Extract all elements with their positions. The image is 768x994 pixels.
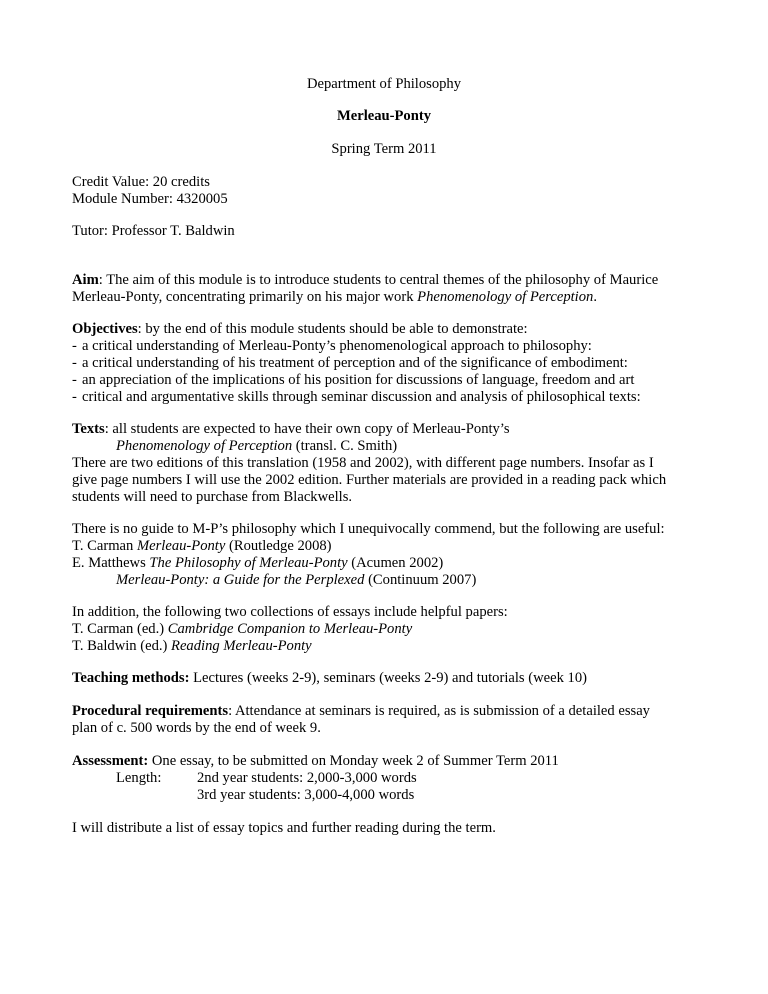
texts-required-book: Phenomenology of Perception (transl. C. Smith) <box>116 438 398 454</box>
teaching-methods: Teaching methods: Lectures (weeks 2-9), seminars (weeks 2-9) and tutorials (week 10) <box>72 670 587 686</box>
aim-paragraph-line-2: Merleau-Ponty, concentrating primarily on his major work Phenomenology of Perception. <box>72 289 597 305</box>
aim-label: Aim <box>72 272 99 288</box>
objectives-label: Objectives <box>72 321 138 337</box>
collection-entry: T. Carman (ed.) Cambridge Companion to Merleau-Ponty <box>72 621 413 637</box>
length-2nd-year: 2nd year students: 2,000-3,000 words <box>197 770 417 786</box>
collection-entry: T. Baldwin (ed.) Reading Merleau-Ponty <box>72 638 312 654</box>
texts-paragraph-line-2: give page numbers I will use the 2002 edition. Further materials are provided in a reading pack which <box>72 472 667 488</box>
procedural-label: Procedural requirements <box>72 703 229 719</box>
texts-paragraph-line-1: There are two editions of this translation (1958 and 2002), with different page numbers. Insofar as I <box>72 455 654 471</box>
procedural-line-1: Procedural requirements: Attendance at seminars is required, as is submission of a detailed essay <box>72 703 650 719</box>
texts-paragraph-line-3: students will need to purchase from Blackwells. <box>72 489 353 505</box>
texts-intro: Texts: all students are expected to have their own copy of Merleau-Ponty’s <box>72 421 510 437</box>
reading-entry: E. Matthews The Philosophy of Merleau-Ponty (Acumen 2002) <box>72 555 444 571</box>
procedural-line-2: plan of c. 500 words by the end of week 9. <box>72 720 321 736</box>
reading-entry: Merleau-Ponty: a Guide for the Perplexed (Continuum 2007) <box>116 572 477 588</box>
module-number: Module Number: 4320005 <box>72 191 228 207</box>
document-page: Department of Philosophy Merleau-Ponty Spring Term 2011 Credit Value: 20 credits Module Number: 4320005 Tutor: Professor T. Baldwin Aim: The aim of this module is to introduce students to central themes of the philosophy of Maurice Merleau-Ponty, concentrating primarily on his major work Phenomenology of Perception. Objectives: by the end of this module students should be able to demonstrate: - a critical understanding of Merleau-Ponty’s phenomenological approach to philosophy: - a critical understanding of his treatment of perception and of the significance of embodiment: - an appreciation of the implications of his position for discussions of language, freedom and art - critical and argumentative skills through seminar discussion and analysis of philosophical texts: Texts: all students are expected to have their own copy of Merleau-Ponty’s Phenomenology of Perception (transl. C. Smith) There are two editions of this translation (1958 and 2002), with different page numbers. Insofar as I give page numbers I will use the 2002 edition. Further materials are provided in a reading pack which students will need to purchase from Blackwells. There is no guide to M-P’s philosophy which I unequivocally commend, but the following are useful: T. Carman Merleau-Ponty (Routledge 2008) E. Matthews The Philosophy of Merleau-Ponty (Acumen 2002) Merleau-Ponty: a Guide for the Perplexed (Continuum 2007) In addition, the following two collections of essays include helpful papers: T. Carman (ed.) Cambridge Companion to Merleau-Ponty T. Baldwin (ed.) Reading Merleau-Ponty Teaching methods: Lectures (weeks 2-9), seminars (weeks 2-9) and tutorials (week 10) Procedural requirements: Attendance at seminars is required, as is submission of a detailed essay plan of c. 500 words by the end of week 9. Assessment: One essay, to be submitted on Monday week 2 of Summer Term 2011 Length: 2nd year students: 2,000-3,000 words 3rd year students: 3,000-4,000 words I will distribute a list of essay topics and further reading during the term. <box>0 0 768 994</box>
assessment-label: Assessment: <box>72 753 149 769</box>
texts-label: Texts <box>72 421 105 437</box>
course-title: Merleau-Ponty <box>336 108 432 124</box>
guides-intro: There is no guide to M-P’s philosophy which I unequivocally commend, but the following are useful: <box>72 521 665 537</box>
teaching-label: Teaching methods: <box>72 670 190 686</box>
reading-entry: T. Carman Merleau-Ponty (Routledge 2008) <box>72 538 332 554</box>
department-heading: Department of Philosophy <box>306 76 462 92</box>
assessment-line: Assessment: One essay, to be submitted on Monday week 2 of Summer Term 2011 <box>72 753 559 769</box>
length-3rd-year: 3rd year students: 3,000-4,000 words <box>197 787 415 803</box>
aim-book-title: Phenomenology of Perception <box>417 289 594 305</box>
closing-note: I will distribute a list of essay topics and further reading during the term. <box>72 820 496 836</box>
length-label: Length: <box>116 770 162 786</box>
tutor-line: Tutor: Professor T. Baldwin <box>72 223 235 239</box>
objectives-intro: Objectives: by the end of this module students should be able to demonstrate: <box>72 321 528 337</box>
credit-value: Credit Value: 20 credits <box>72 174 210 190</box>
collections-intro: In addition, the following two collections of essays include helpful papers: <box>72 604 508 620</box>
term-heading: Spring Term 2011 <box>331 141 437 157</box>
aim-paragraph-line-1: Aim: The aim of this module is to introduce students to central themes of the philosophy of Maurice <box>72 272 659 288</box>
